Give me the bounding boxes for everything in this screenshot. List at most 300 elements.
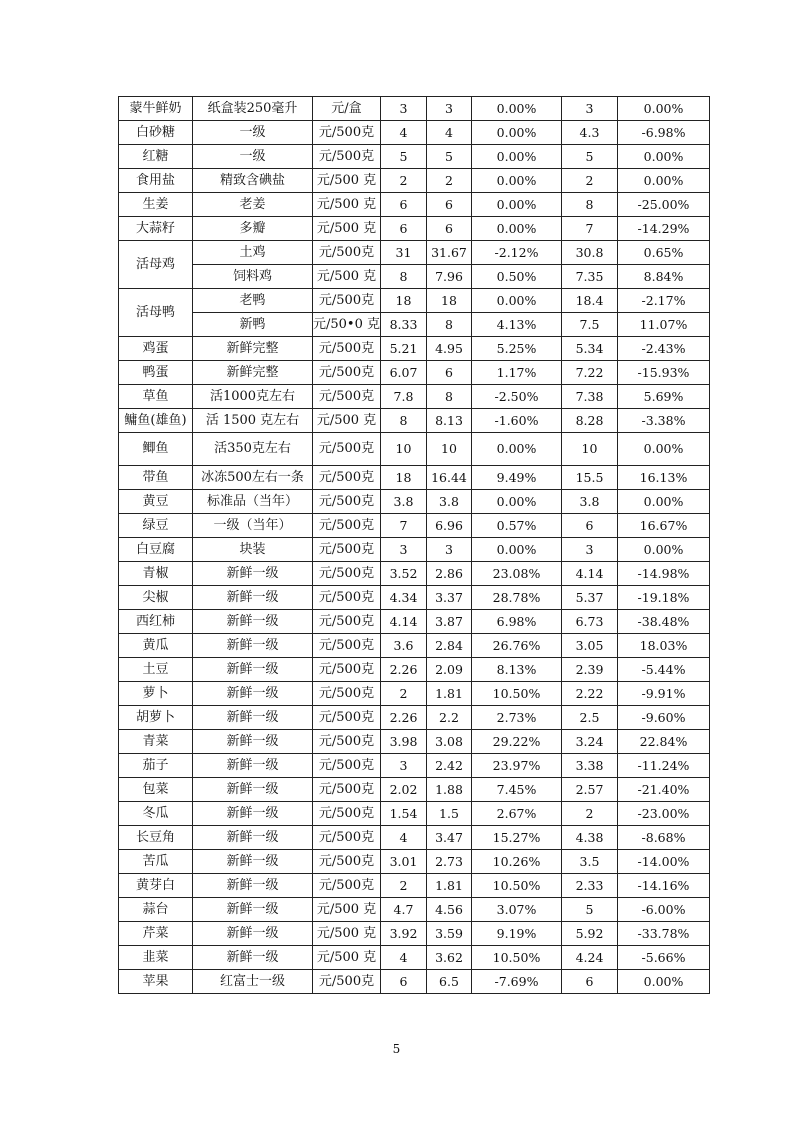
unit-cell: 元/500 克	[313, 898, 381, 922]
table-row	[119, 682, 710, 706]
item-cell: 黄豆	[119, 490, 193, 514]
previous-price-cell: 16.44	[427, 466, 472, 490]
change-vs-last-year-cell: -14.98%	[618, 562, 710, 586]
item-cell: 蒙牛鲜奶	[119, 97, 193, 121]
table-row	[119, 922, 710, 946]
last-year-price-cell: 3.5	[562, 850, 618, 874]
spec-cell: 标准品（当年）	[193, 490, 313, 514]
spec-cell: 一级	[193, 121, 313, 145]
change-vs-last-year-cell: 11.07%	[618, 313, 710, 337]
spec-cell: 精致含碘盐	[193, 169, 313, 193]
current-price-cell: 5.21	[381, 337, 427, 361]
last-year-price-cell: 10	[562, 433, 618, 466]
last-year-price-cell: 8	[562, 193, 618, 217]
unit-cell: 元/500 克	[313, 217, 381, 241]
previous-price-cell: 6	[427, 193, 472, 217]
current-price-cell: 3.01	[381, 850, 427, 874]
change-vs-previous-cell: 0.00%	[472, 145, 562, 169]
current-price-cell: 18	[381, 289, 427, 313]
table-row	[119, 466, 710, 490]
change-vs-previous-cell: -2.50%	[472, 385, 562, 409]
spec-cell: 新鲜完整	[193, 361, 313, 385]
table-row	[119, 634, 710, 658]
spec-cell: 冰冻500左右一条	[193, 466, 313, 490]
change-vs-last-year-cell: -8.68%	[618, 826, 710, 850]
last-year-price-cell: 2.57	[562, 778, 618, 802]
item-cell: 食用盐	[119, 169, 193, 193]
spec-cell: 新鲜一级	[193, 778, 313, 802]
change-vs-previous-cell: -7.69%	[472, 970, 562, 994]
spec-cell: 新鲜一级	[193, 586, 313, 610]
table-row	[119, 802, 710, 826]
unit-cell: 元/500 克	[313, 265, 381, 289]
previous-price-cell: 18	[427, 289, 472, 313]
change-vs-last-year-cell: -2.17%	[618, 289, 710, 313]
table-row	[119, 514, 710, 538]
current-price-cell: 2.26	[381, 706, 427, 730]
current-price-cell: 3.98	[381, 730, 427, 754]
unit-cell: 元/500克	[313, 490, 381, 514]
previous-price-cell: 1.81	[427, 682, 472, 706]
current-price-cell: 3	[381, 538, 427, 562]
table-row	[119, 898, 710, 922]
previous-price-cell: 3.8	[427, 490, 472, 514]
table-row	[119, 754, 710, 778]
change-vs-previous-cell: 10.50%	[472, 946, 562, 970]
change-vs-last-year-cell: -14.29%	[618, 217, 710, 241]
previous-price-cell: 3.37	[427, 586, 472, 610]
last-year-price-cell: 8.28	[562, 409, 618, 433]
last-year-price-cell: 18.4	[562, 289, 618, 313]
previous-price-cell: 4	[427, 121, 472, 145]
unit-cell: 元/500克	[313, 802, 381, 826]
current-price-cell: 4	[381, 121, 427, 145]
current-price-cell: 4.34	[381, 586, 427, 610]
last-year-price-cell: 7	[562, 217, 618, 241]
table-row	[119, 313, 710, 337]
previous-price-cell: 2.84	[427, 634, 472, 658]
current-price-cell: 7.8	[381, 385, 427, 409]
item-cell: 冬瓜	[119, 802, 193, 826]
previous-price-cell: 2.42	[427, 754, 472, 778]
spec-cell: 新鸭	[193, 313, 313, 337]
last-year-price-cell: 2.22	[562, 682, 618, 706]
item-cell: 包菜	[119, 778, 193, 802]
current-price-cell: 3	[381, 754, 427, 778]
change-vs-previous-cell: 15.27%	[472, 826, 562, 850]
change-vs-previous-cell: 0.00%	[472, 121, 562, 145]
current-price-cell: 8	[381, 409, 427, 433]
change-vs-previous-cell: 0.00%	[472, 193, 562, 217]
last-year-price-cell: 2.39	[562, 658, 618, 682]
unit-cell: 元/500克	[313, 658, 381, 682]
last-year-price-cell: 7.35	[562, 265, 618, 289]
last-year-price-cell: 5	[562, 898, 618, 922]
current-price-cell: 6.07	[381, 361, 427, 385]
last-year-price-cell: 6.73	[562, 610, 618, 634]
table-row	[119, 289, 710, 313]
change-vs-previous-cell: 2.67%	[472, 802, 562, 826]
spec-cell: 新鲜一级	[193, 946, 313, 970]
item-cell: 黄芽白	[119, 874, 193, 898]
unit-cell: 元/500克	[313, 466, 381, 490]
spec-cell: 新鲜一级	[193, 730, 313, 754]
spec-cell: 新鲜一级	[193, 754, 313, 778]
last-year-price-cell: 2.5	[562, 706, 618, 730]
unit-cell: 元/500克	[313, 730, 381, 754]
change-vs-previous-cell: 0.00%	[472, 538, 562, 562]
change-vs-previous-cell: -2.12%	[472, 241, 562, 265]
last-year-price-cell: 3.24	[562, 730, 618, 754]
table-row	[119, 361, 710, 385]
unit-cell: 元/500克	[313, 385, 381, 409]
table-row	[119, 433, 710, 466]
table-row	[119, 97, 710, 121]
spec-cell: 新鲜一级	[193, 850, 313, 874]
change-vs-last-year-cell: 0.00%	[618, 145, 710, 169]
item-cell: 生姜	[119, 193, 193, 217]
current-price-cell: 8	[381, 265, 427, 289]
item-cell: 带鱼	[119, 466, 193, 490]
last-year-price-cell: 6	[562, 970, 618, 994]
current-price-cell: 3.6	[381, 634, 427, 658]
change-vs-previous-cell: 26.76%	[472, 634, 562, 658]
change-vs-previous-cell: 8.13%	[472, 658, 562, 682]
change-vs-previous-cell: 9.19%	[472, 922, 562, 946]
current-price-cell: 6	[381, 970, 427, 994]
previous-price-cell: 3	[427, 97, 472, 121]
current-price-cell: 4	[381, 946, 427, 970]
item-cell: 红糖	[119, 145, 193, 169]
current-price-cell: 3	[381, 97, 427, 121]
last-year-price-cell: 30.8	[562, 241, 618, 265]
change-vs-last-year-cell: 0.00%	[618, 97, 710, 121]
previous-price-cell: 8	[427, 313, 472, 337]
table-row	[119, 826, 710, 850]
unit-cell: 元/盒	[313, 97, 381, 121]
unit-cell: 元/50•0 克	[313, 313, 381, 337]
spec-cell: 新鲜一级	[193, 682, 313, 706]
table-body	[119, 97, 710, 994]
unit-cell: 元/500克	[313, 610, 381, 634]
change-vs-last-year-cell: -15.93%	[618, 361, 710, 385]
change-vs-previous-cell: 5.25%	[472, 337, 562, 361]
unit-cell: 元/500克	[313, 538, 381, 562]
change-vs-last-year-cell: -21.40%	[618, 778, 710, 802]
previous-price-cell: 3	[427, 538, 472, 562]
unit-cell: 元/500克	[313, 586, 381, 610]
change-vs-previous-cell: 0.00%	[472, 97, 562, 121]
change-vs-last-year-cell: -33.78%	[618, 922, 710, 946]
table-row	[119, 538, 710, 562]
current-price-cell: 2	[381, 874, 427, 898]
page-number: 5	[392, 1042, 401, 1056]
unit-cell: 元/500克	[313, 634, 381, 658]
previous-price-cell: 10	[427, 433, 472, 466]
unit-cell: 元/500 克	[313, 946, 381, 970]
last-year-price-cell: 3.38	[562, 754, 618, 778]
item-cell: 苦瓜	[119, 850, 193, 874]
change-vs-previous-cell: 29.22%	[472, 730, 562, 754]
change-vs-previous-cell: 4.13%	[472, 313, 562, 337]
spec-cell: 新鲜完整	[193, 337, 313, 361]
unit-cell: 元/500克	[313, 337, 381, 361]
item-cell: 白砂糖	[119, 121, 193, 145]
table-row	[119, 337, 710, 361]
table-row	[119, 169, 710, 193]
last-year-price-cell: 5.34	[562, 337, 618, 361]
item-cell: 青椒	[119, 562, 193, 586]
item-cell: 土豆	[119, 658, 193, 682]
spec-cell: 新鲜一级	[193, 706, 313, 730]
unit-cell: 元/500克	[313, 361, 381, 385]
change-vs-last-year-cell: -5.66%	[618, 946, 710, 970]
current-price-cell: 7	[381, 514, 427, 538]
last-year-price-cell: 5	[562, 145, 618, 169]
change-vs-previous-cell: 0.57%	[472, 514, 562, 538]
item-cell: 活母鸭	[119, 289, 193, 337]
last-year-price-cell: 3.05	[562, 634, 618, 658]
table-row	[119, 490, 710, 514]
previous-price-cell: 6	[427, 361, 472, 385]
change-vs-last-year-cell: -5.44%	[618, 658, 710, 682]
change-vs-previous-cell: 0.00%	[472, 433, 562, 466]
unit-cell: 元/500克	[313, 433, 381, 466]
change-vs-last-year-cell: -38.48%	[618, 610, 710, 634]
table-row	[119, 265, 710, 289]
last-year-price-cell: 2	[562, 802, 618, 826]
price-table	[118, 96, 710, 994]
current-price-cell: 6	[381, 193, 427, 217]
unit-cell: 元/500克	[313, 754, 381, 778]
last-year-price-cell: 4.3	[562, 121, 618, 145]
current-price-cell: 8.33	[381, 313, 427, 337]
last-year-price-cell: 2.33	[562, 874, 618, 898]
change-vs-last-year-cell: -9.91%	[618, 682, 710, 706]
last-year-price-cell: 7.38	[562, 385, 618, 409]
change-vs-last-year-cell: -3.38%	[618, 409, 710, 433]
item-cell: 蒜台	[119, 898, 193, 922]
change-vs-last-year-cell: 0.00%	[618, 433, 710, 466]
item-cell: 苹果	[119, 970, 193, 994]
change-vs-last-year-cell: 16.13%	[618, 466, 710, 490]
last-year-price-cell: 3	[562, 538, 618, 562]
item-cell: 白豆腐	[119, 538, 193, 562]
item-cell: 芹菜	[119, 922, 193, 946]
change-vs-last-year-cell: -23.00%	[618, 802, 710, 826]
spec-cell: 多瓣	[193, 217, 313, 241]
unit-cell: 元/500克	[313, 241, 381, 265]
current-price-cell: 10	[381, 433, 427, 466]
spec-cell: 新鲜一级	[193, 874, 313, 898]
change-vs-last-year-cell: 16.67%	[618, 514, 710, 538]
change-vs-last-year-cell: -6.98%	[618, 121, 710, 145]
change-vs-last-year-cell: 22.84%	[618, 730, 710, 754]
spec-cell: 老姜	[193, 193, 313, 217]
table-row	[119, 586, 710, 610]
change-vs-last-year-cell: -14.00%	[618, 850, 710, 874]
change-vs-previous-cell: 3.07%	[472, 898, 562, 922]
previous-price-cell: 7.96	[427, 265, 472, 289]
unit-cell: 元/500克	[313, 145, 381, 169]
current-price-cell: 2.26	[381, 658, 427, 682]
item-cell: 绿豆	[119, 514, 193, 538]
current-price-cell: 4.14	[381, 610, 427, 634]
change-vs-last-year-cell: -14.16%	[618, 874, 710, 898]
spec-cell: 活1000克左右	[193, 385, 313, 409]
current-price-cell: 6	[381, 217, 427, 241]
last-year-price-cell: 6	[562, 514, 618, 538]
table-row	[119, 241, 710, 265]
change-vs-last-year-cell: 8.84%	[618, 265, 710, 289]
change-vs-previous-cell: 23.97%	[472, 754, 562, 778]
table-row	[119, 730, 710, 754]
previous-price-cell: 2	[427, 169, 472, 193]
previous-price-cell: 5	[427, 145, 472, 169]
change-vs-previous-cell: 28.78%	[472, 586, 562, 610]
previous-price-cell: 8	[427, 385, 472, 409]
table-row	[119, 409, 710, 433]
current-price-cell: 1.54	[381, 802, 427, 826]
table-row	[119, 706, 710, 730]
spec-cell: 新鲜一级	[193, 802, 313, 826]
table-row	[119, 658, 710, 682]
change-vs-last-year-cell: -9.60%	[618, 706, 710, 730]
item-cell: 鸭蛋	[119, 361, 193, 385]
current-price-cell: 2	[381, 682, 427, 706]
spec-cell: 一级（当年）	[193, 514, 313, 538]
spec-cell: 块装	[193, 538, 313, 562]
last-year-price-cell: 15.5	[562, 466, 618, 490]
previous-price-cell: 2.86	[427, 562, 472, 586]
previous-price-cell: 6.96	[427, 514, 472, 538]
item-cell: 草鱼	[119, 385, 193, 409]
previous-price-cell: 1.81	[427, 874, 472, 898]
change-vs-previous-cell: 9.49%	[472, 466, 562, 490]
change-vs-last-year-cell: -25.00%	[618, 193, 710, 217]
spec-cell: 新鲜一级	[193, 898, 313, 922]
item-cell: 鸡蛋	[119, 337, 193, 361]
last-year-price-cell: 3.8	[562, 490, 618, 514]
change-vs-previous-cell: 6.98%	[472, 610, 562, 634]
change-vs-previous-cell: 1.17%	[472, 361, 562, 385]
last-year-price-cell: 4.38	[562, 826, 618, 850]
previous-price-cell: 3.59	[427, 922, 472, 946]
spec-cell: 老鸭	[193, 289, 313, 313]
item-cell: 鳙鱼(雄鱼)	[119, 409, 193, 433]
change-vs-previous-cell: 0.00%	[472, 490, 562, 514]
unit-cell: 元/500克	[313, 682, 381, 706]
spec-cell: 活 1500 克左右	[193, 409, 313, 433]
unit-cell: 元/500克	[313, 778, 381, 802]
change-vs-previous-cell: 10.50%	[472, 874, 562, 898]
spec-cell: 红富士一级	[193, 970, 313, 994]
last-year-price-cell: 7.22	[562, 361, 618, 385]
last-year-price-cell: 7.5	[562, 313, 618, 337]
change-vs-last-year-cell: 0.00%	[618, 970, 710, 994]
change-vs-last-year-cell: 0.65%	[618, 241, 710, 265]
last-year-price-cell: 4.24	[562, 946, 618, 970]
spec-cell: 饲料鸡	[193, 265, 313, 289]
table-row	[119, 193, 710, 217]
current-price-cell: 3.52	[381, 562, 427, 586]
change-vs-previous-cell: 10.50%	[472, 682, 562, 706]
unit-cell: 元/500克	[313, 970, 381, 994]
spec-cell: 土鸡	[193, 241, 313, 265]
previous-price-cell: 3.62	[427, 946, 472, 970]
table-row	[119, 217, 710, 241]
spec-cell: 新鲜一级	[193, 658, 313, 682]
table-row	[119, 946, 710, 970]
unit-cell: 元/500克	[313, 826, 381, 850]
change-vs-previous-cell: 7.45%	[472, 778, 562, 802]
change-vs-last-year-cell: 0.00%	[618, 538, 710, 562]
change-vs-previous-cell: -1.60%	[472, 409, 562, 433]
change-vs-previous-cell: 0.00%	[472, 169, 562, 193]
item-cell: 长豆角	[119, 826, 193, 850]
previous-price-cell: 2.73	[427, 850, 472, 874]
item-cell: 青菜	[119, 730, 193, 754]
current-price-cell: 3.92	[381, 922, 427, 946]
item-cell: 萝卜	[119, 682, 193, 706]
spec-cell: 新鲜一级	[193, 562, 313, 586]
current-price-cell: 3.8	[381, 490, 427, 514]
previous-price-cell: 4.95	[427, 337, 472, 361]
unit-cell: 元/500克	[313, 121, 381, 145]
previous-price-cell: 2.09	[427, 658, 472, 682]
last-year-price-cell: 5.37	[562, 586, 618, 610]
change-vs-last-year-cell: -11.24%	[618, 754, 710, 778]
table-row	[119, 850, 710, 874]
table-row	[119, 385, 710, 409]
current-price-cell: 2.02	[381, 778, 427, 802]
item-cell: 西红柿	[119, 610, 193, 634]
spec-cell: 活350克左右	[193, 433, 313, 466]
previous-price-cell: 1.88	[427, 778, 472, 802]
unit-cell: 元/500克	[313, 514, 381, 538]
table-row	[119, 562, 710, 586]
table-row	[119, 970, 710, 994]
last-year-price-cell: 3	[562, 97, 618, 121]
current-price-cell: 18	[381, 466, 427, 490]
change-vs-previous-cell: 0.50%	[472, 265, 562, 289]
spec-cell: 新鲜一级	[193, 922, 313, 946]
unit-cell: 元/500克	[313, 289, 381, 313]
current-price-cell: 4	[381, 826, 427, 850]
spec-cell: 新鲜一级	[193, 634, 313, 658]
current-price-cell: 2	[381, 169, 427, 193]
unit-cell: 元/500克	[313, 706, 381, 730]
item-cell: 茄子	[119, 754, 193, 778]
change-vs-last-year-cell: -6.00%	[618, 898, 710, 922]
item-cell: 黄瓜	[119, 634, 193, 658]
change-vs-previous-cell: 0.00%	[472, 289, 562, 313]
current-price-cell: 4.7	[381, 898, 427, 922]
unit-cell: 元/500 克	[313, 922, 381, 946]
unit-cell: 元/500 克	[313, 169, 381, 193]
previous-price-cell: 3.87	[427, 610, 472, 634]
last-year-price-cell: 2	[562, 169, 618, 193]
unit-cell: 元/500克	[313, 850, 381, 874]
change-vs-last-year-cell: -19.18%	[618, 586, 710, 610]
spec-cell: 一级	[193, 145, 313, 169]
table-row	[119, 874, 710, 898]
unit-cell: 元/500 克	[313, 193, 381, 217]
previous-price-cell: 2.2	[427, 706, 472, 730]
previous-price-cell: 3.08	[427, 730, 472, 754]
previous-price-cell: 1.5	[427, 802, 472, 826]
change-vs-last-year-cell: 5.69%	[618, 385, 710, 409]
